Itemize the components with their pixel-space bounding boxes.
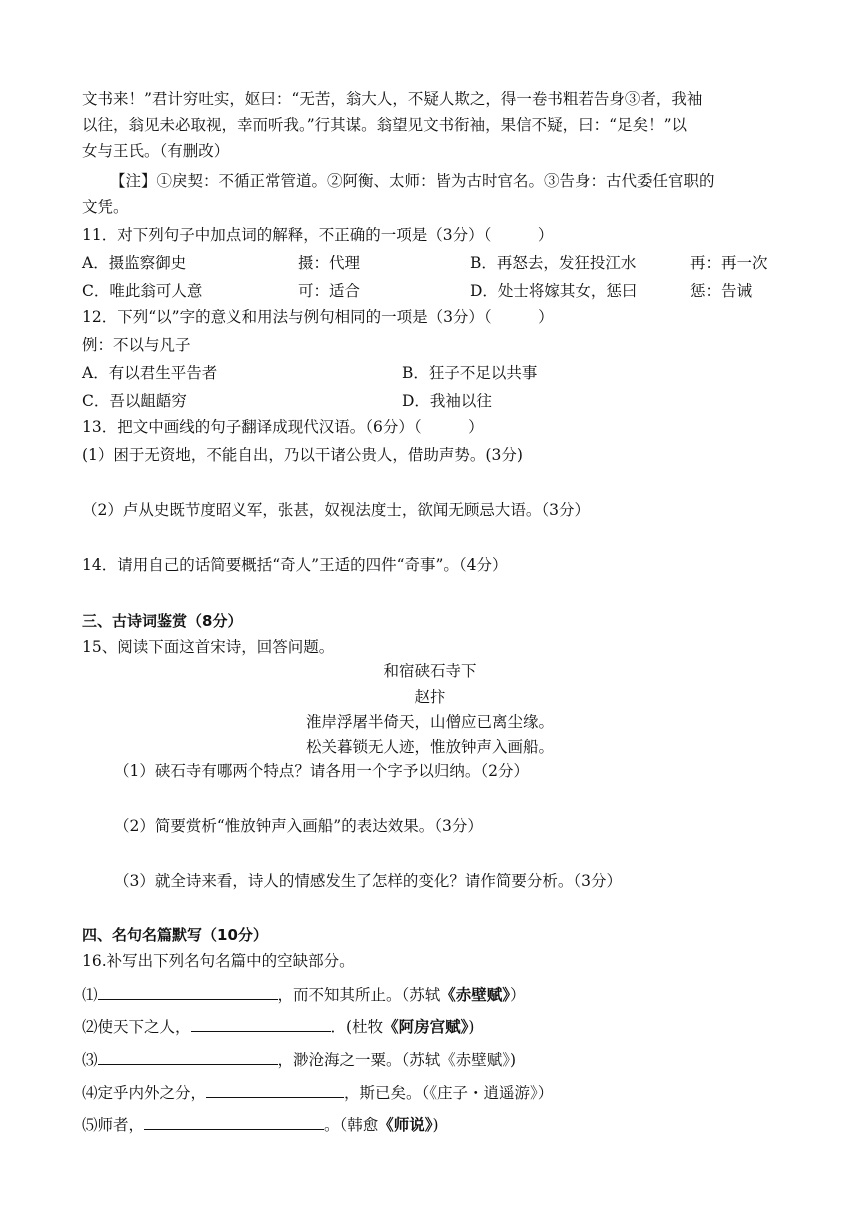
item-text: ，斯已矣。（《庄子・逍遥游》）	[344, 1084, 554, 1102]
item-text-end: ）	[510, 986, 526, 1004]
poem-title: 和宿硖石寺下	[383, 662, 477, 680]
passage-line-1: 文书来！”君计穷吐实，妪曰：“无苦，翁大人，不疑人欺之，得一卷书粗若告身③者，我袖	[82, 90, 703, 108]
item-text-end: )	[432, 1116, 439, 1134]
item-text: ，而不知其所止。（苏轼	[277, 986, 441, 1004]
item-text: ⑵使天下之人，	[82, 1018, 191, 1036]
poem-author: 赵抃	[414, 688, 446, 706]
answer-blank[interactable]	[191, 1014, 331, 1032]
item-text: ．(杜牧	[330, 1018, 384, 1036]
passage-line-3: 女与王氏。（有删改）	[82, 142, 230, 160]
section-4-heading: 四、名句名篇默写（10分）	[82, 926, 268, 944]
question-12-stem: 12．下列“以”字的意义和用法与例句相同的一项是（3分）（ ）	[82, 308, 554, 326]
q13-sentence-1: (1）困于无资地，不能自出，乃以干诸公贵人，借助声势。(3分)	[82, 446, 523, 464]
question-13-stem: 13．把文中画线的句子翻译成现代汉语。（6分）（ ）	[82, 418, 484, 436]
q11-option-c: C．唯此翁可人意	[82, 282, 203, 300]
item-number: ⑴	[82, 986, 98, 1004]
q12-option-b: B．狂子不足以共事	[402, 364, 538, 382]
recitation-item-5	[82, 1112, 782, 1138]
item-number: ⑶	[82, 1051, 98, 1069]
q11-option-a: A．摄监察御史	[82, 254, 187, 272]
book-title: 《赤壁赋》	[440, 985, 511, 1004]
q15-subquestion-3: （3）就全诗来看，诗人的情感发生了怎样的变化？请作简要分析。（3分）	[114, 872, 622, 890]
recitation-item-2	[82, 1014, 782, 1040]
book-title: 《师说》	[378, 1115, 433, 1134]
recitation-item-3	[82, 1047, 782, 1073]
q12-option-c: C．吾以龃龉穷	[82, 392, 187, 410]
item-text: 。（韩愈	[324, 1116, 379, 1134]
answer-blank[interactable]	[98, 1047, 278, 1065]
section-3-heading: 三、古诗词鉴赏（8分）	[82, 612, 243, 630]
poem-line-1: 淮岸浮屠半倚天，山僧应已离尘缘。	[305, 713, 554, 731]
question-11-stem: 11．对下列句子中加点词的解释，不正确的一项是（3分）（ ）	[82, 226, 554, 244]
q11-option-d: D．处士将嫁其女，惩曰	[470, 282, 638, 300]
question-16-stem: 16.补写出下列名句名篇中的空缺部分。	[82, 952, 355, 970]
q11-option-c-gloss: 可：适合	[298, 282, 361, 300]
q13-sentence-2: （2）卢从史既节度昭义军，张甚，奴视法度士，欲闻无顾忌大语。（3分）	[82, 501, 590, 519]
item-text-end: )	[468, 1018, 475, 1036]
q15-subquestion-2: （2）简要赏析“惟放钟声入画船”的表达效果。（3分）	[114, 817, 483, 835]
q11-option-b-gloss: 再：再一次	[690, 254, 768, 272]
item-text: ，渺沧海之一粟。（苏轼《赤壁赋》)	[277, 1051, 517, 1069]
q12-option-d: D．我袖以往	[402, 392, 492, 410]
answer-blank[interactable]	[98, 982, 278, 1000]
item-text: ⑷定乎内外之分，	[82, 1084, 207, 1102]
q12-option-a: A．有以君生平告者	[82, 364, 218, 382]
recitation-item-1	[82, 982, 782, 1008]
q11-option-d-gloss: 惩：告诫	[690, 282, 753, 300]
annotation-note-cont: 文凭。	[82, 198, 129, 216]
q11-option-b: B．再怒去，发狂投江水	[470, 254, 637, 272]
question-15-stem: 15、阅读下面这首宋诗，回答问题。	[82, 638, 335, 656]
passage-line-2: 以往，翁见未必取视，幸而听我。”行其谋。翁望见文书衔袖，果信不疑，曰：“足矣！”以	[82, 116, 688, 134]
answer-blank[interactable]	[206, 1080, 344, 1098]
q12-example: 例：不以与凡子	[82, 336, 191, 354]
book-title: 《阿房宫赋》	[383, 1017, 469, 1036]
recitation-item-4	[82, 1080, 782, 1106]
item-text: ⑸师者，	[82, 1116, 145, 1134]
answer-blank[interactable]	[144, 1112, 324, 1130]
q11-option-a-gloss: 摄：代理	[298, 254, 361, 272]
question-14-stem: 14．请用自己的话简要概括“奇人”王适的四件“奇事”。（4分）	[82, 556, 508, 574]
annotation-note: 【注】①戾契：不循正常管道。②阿衡、太师：皆为古时官名。③告身：古代委任官职的	[110, 172, 715, 190]
q15-subquestion-1: （1）硖石寺有哪两个特点？请各用一个字予以归纳。（2分）	[114, 762, 529, 780]
poem-line-2: 松关暮锁无人迹，惟放钟声入画船。	[305, 738, 554, 756]
